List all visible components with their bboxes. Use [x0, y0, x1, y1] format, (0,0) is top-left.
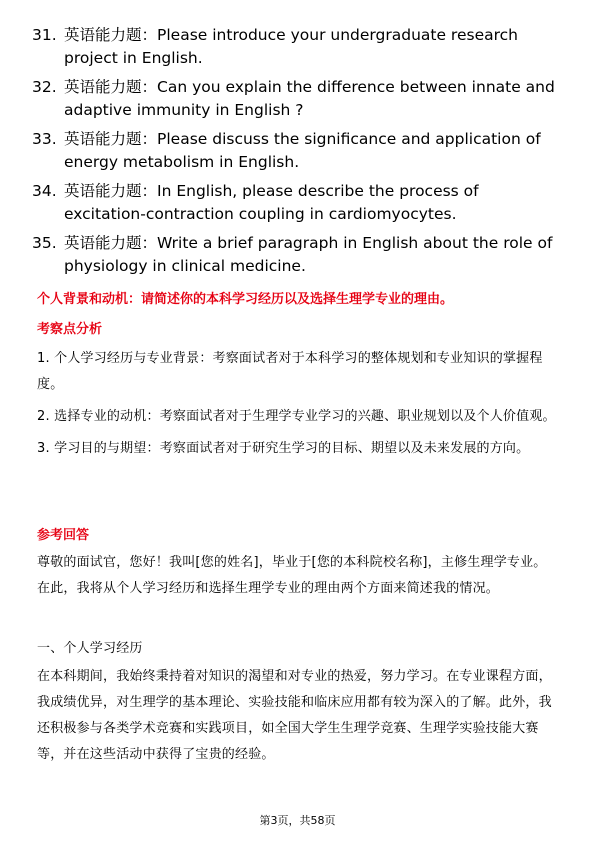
question-category: 英语能力题：	[64, 234, 158, 252]
answer-section	[37, 526, 559, 768]
answer-intro: 尊敬的面试官，您好！我叫[您的姓名]，毕业于[您的本科院校名称]，主修生理学专业。在此，我将从个人学习经历和选择生理学专业的理由两个方面来简述我的情况。	[37, 555, 547, 596]
question-number: 34.	[32, 182, 57, 200]
list-item	[32, 76, 562, 122]
question-text: Please discuss the significance and application of energy metabolism in English.	[64, 130, 541, 171]
question-category: 英语能力题：	[64, 26, 158, 44]
question-text: Can you explain the difference between innate and adaptive immunity in English ?	[64, 78, 555, 119]
featured-question: 个人背景和动机：请简述你的本科学习经历以及选择生理学专业的理由。	[37, 292, 454, 307]
analysis-section	[37, 320, 559, 462]
list-item	[32, 128, 562, 174]
answer-heading: 参考回答	[37, 528, 90, 543]
page-footer: 第3页，共58页	[259, 814, 336, 827]
question-list	[32, 24, 562, 284]
question-text: Write a brief paragraph in English about the role of physiology in clinical medicine.	[64, 234, 553, 275]
question-number: 33.	[32, 130, 57, 148]
featured-question-section	[37, 290, 559, 310]
analysis-point: 3. 学习目的与期望：考察面试者对于研究生学习的目标、期望以及未来发展的方向。	[37, 441, 530, 456]
question-category: 英语能力题：	[64, 130, 158, 148]
list-item	[32, 232, 562, 278]
answer-body: 在本科期间，我始终秉持着对知识的渴望和对专业的热爱，努力学习。在专业课程方面，我成绩优异，对生理学的基本理论、实验技能和临床应用都有较为深入的了解。此外，我还积极参与各类学术竞赛和实践项目，如全国大学生生理学竞赛、生理学实验技能大赛等，并在这些活动中获得了宝贵的经验。	[37, 669, 552, 762]
list-item	[32, 180, 562, 226]
question-category: 英语能力题：	[64, 182, 158, 200]
analysis-point: 2. 选择专业的动机：考察面试者对于生理学专业学习的兴趣、职业规划以及个人价值观。	[37, 409, 556, 424]
analysis-point: 1. 个人学习经历与专业背景：考察面试者对于本科学习的整体规划和专业知识的掌握程度。	[37, 351, 543, 392]
question-number: 31.	[32, 26, 57, 44]
analysis-heading: 考察点分析	[37, 322, 103, 337]
question-category: 英语能力题：	[64, 78, 158, 96]
question-number: 35.	[32, 234, 57, 252]
answer-subheading: 一、个人学习经历	[37, 641, 143, 656]
question-text: In English, please describe the process of excitation-contraction coupling in cardiomyocytes.	[64, 182, 479, 223]
question-text: Please introduce your undergraduate research project in English.	[64, 26, 518, 67]
list-item	[32, 24, 562, 70]
question-number: 32.	[32, 78, 57, 96]
